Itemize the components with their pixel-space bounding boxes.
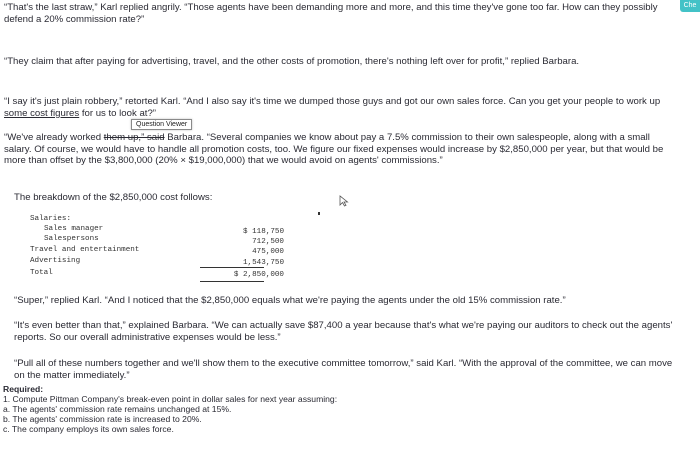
- breakdown-row-label: Travel and entertainment: [30, 246, 140, 254]
- paragraph-barbara-savings: “It's even better than that,” explained Barbara. “We can actually save $87,400 a year because that's what we're paying our auditors to check out the agents' reports. So our overall administrative expenses would be less.”: [14, 320, 673, 343]
- required-item: c. The company employs its own sales force.: [3, 424, 174, 434]
- check-button[interactable]: Che: [680, 0, 700, 12]
- paragraph-karl-angry: “That's the last straw,” Karl replied angrily. “Those agents have been demanding more and more, and this time they've gone too far. How can they possibly defend a 20% commission rate?”: [4, 2, 658, 25]
- breakdown-row-amount: 1,543,750: [242, 259, 284, 267]
- breakdown-row-label: Advertising: [30, 257, 81, 265]
- required-item: a. The agents' commission rate remains unchanged at 15%.: [3, 404, 232, 414]
- total-underline: [200, 281, 264, 282]
- breakdown-row-amount: 712,500: [252, 238, 284, 246]
- paragraph-text: “We've already worked: [4, 132, 104, 143]
- struck-text: them up,” said: [103, 132, 165, 143]
- mouse-cursor-icon: [339, 195, 351, 207]
- breakdown-total-amount: $ 2,850,000: [233, 271, 284, 279]
- question-viewer-tooltip[interactable]: Question Viewer: [131, 119, 192, 130]
- required-title: Required:: [3, 384, 44, 394]
- breakdown-row-label: Salespersons: [44, 235, 99, 243]
- breakdown-total-label: Total: [30, 269, 53, 277]
- paragraph-karl-super: “Super,” replied Karl. “And I noticed that the $2,850,000 equals what we're paying the agents under the old 15% commission rate.”: [14, 295, 566, 306]
- paragraph-barbara-worked-up: [4, 132, 680, 167]
- breakdown-row-amount: 475,000: [252, 248, 284, 256]
- paragraph-karl-robbery: [4, 96, 680, 119]
- paragraph-text: “I say it's just plain robbery,” retorted Karl. “And I also say it's time we dumped those guys and got our own sales force. Can you get your people to work up: [4, 96, 661, 107]
- cost-figures-link[interactable]: some cost figures: [4, 107, 80, 119]
- required-item: 1. Compute Pittman Company's break-even point in dollar sales for next year assuming:: [3, 394, 338, 404]
- required-section: [3, 384, 679, 434]
- paragraph-karl-numbers: “Pull all of these numbers together and we'll show them to the executive committee tomorrow,” said Karl. “With the approval of the committee, we can move on the matter immediately.”: [14, 358, 673, 381]
- required-item: b. The agents' commission rate is increased to 20%.: [3, 414, 202, 424]
- subtotal-underline: [200, 267, 264, 268]
- paragraph-barbara-claim: “They claim that after paying for advertising, travel, and the other costs of promotion, there's nothing left over for profit,” replied Barbara.: [4, 56, 580, 67]
- breakdown-row-amount: $ 118,750: [242, 228, 284, 236]
- breakdown-heading: Salaries:: [30, 215, 72, 223]
- paragraph-text: for us to look at?”: [79, 107, 156, 119]
- breakdown-row-label: Sales manager: [44, 225, 104, 233]
- paragraph-breakdown-intro: The breakdown of the $2,850,000 cost follows:: [14, 192, 213, 203]
- stray-mark: [318, 212, 320, 215]
- paragraph-text: Barbara. “Several companies we know about pay a 7.5% commission to their own salespeople, along with a small salary. Of course, we would have to handle all promotion costs, too. We figure our fixed expenses would increase by $2,850,000 per year, but that would be more than offset by the $3,800,000 (20% × $19,000,000) that we would avoid on agents' commissions.”: [4, 132, 664, 167]
